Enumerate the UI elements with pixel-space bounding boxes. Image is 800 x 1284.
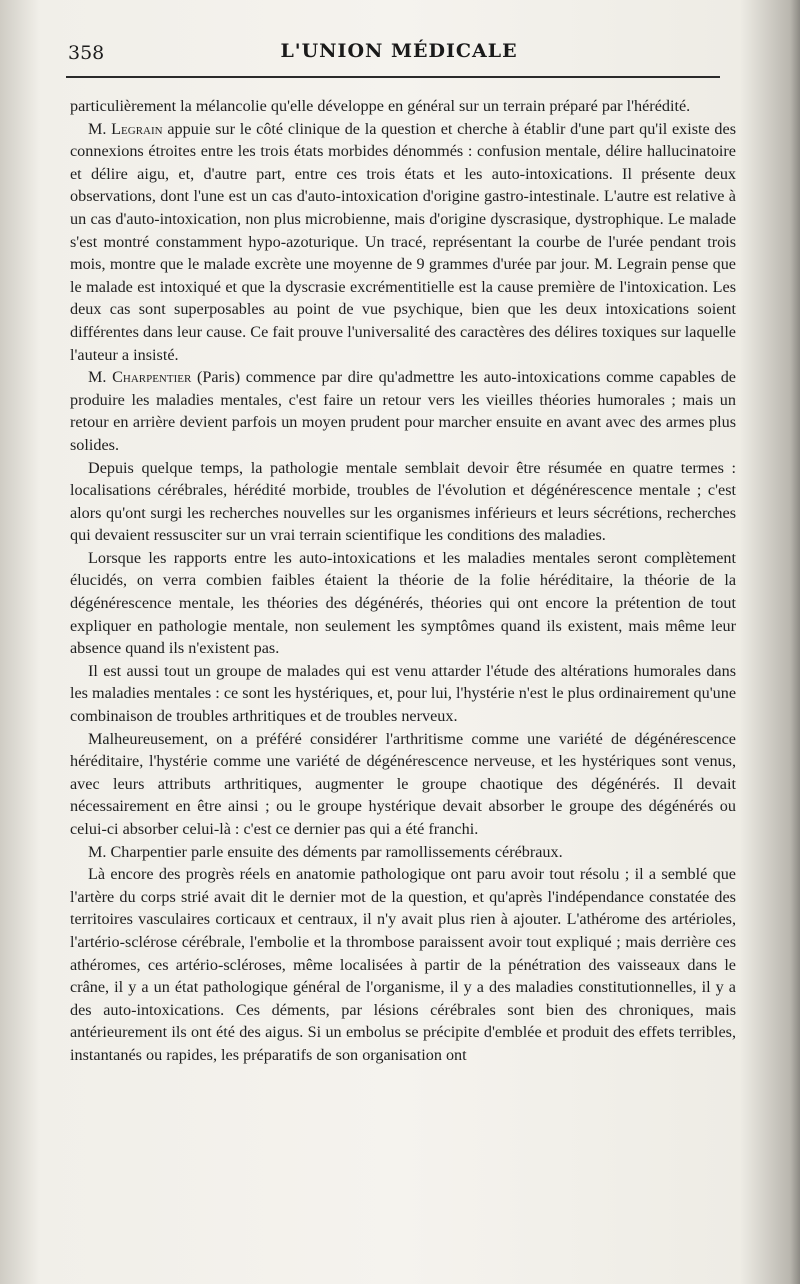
body-text (70, 95, 736, 1067)
paragraph-text: Malheureusement, on a préféré considérer l'arthritisme comme une variété de dégénérescence héréditaire, l'hystérie comme une variété de dégénérescence nerveuse, et les hystériques sont venus, avec leurs attributs arthritiques, augmenter le groupe chaotique des dégénérés. Il devait nécessairement en être ainsi ; ou le groupe hystérique devait absorber le groupe des dégénérés ou celui-ci absorber celui-là : c'est ce dernier pas qui a été franchi. (70, 729, 736, 838)
paragraph (70, 660, 736, 728)
paragraph: M. Charpentier (Paris) commence par dire qu'admettre les auto-intoxications comme capables de produire les maladies mentales, c'est faire un retour vers les vieilles théories humorales ; mais un retour en arrière devient parfois un moyen prudent pour marcher ensuite en avant avec des armes plus solides. (70, 368, 736, 454)
paragraph: M. Legrain appuie sur le côté clinique de la question et cherche à établir d'une part qu'il existe des connexions étroites entre les trois états morbides dénommés : confusion mentale, délire hallucinatoire et délire aigu, et, d'autre part, entre ces trois états et les auto-intoxications. Il présente deux observations, dont l'une est un cas d'auto-intoxication d'origine gastro-intestinale. L'autre est relative à un cas d'auto-intoxication, non plus microbienne, mais d'origine dyscrasique, dystrophique. Le malade s'est montré constamment hypo-azoturique. Un tracé, représentant la courbe de l'urée pendant trois mois, montre que le malade excrète une moyenne de 9 grammes d'urée par jour. M. Legrain pense que le malade est intoxiqué et que la dyscrasie excrémentitielle est la cause première de l'intoxication. Les deux cas sont superposables au point de vue psychique, bien que les deux intoxications soient différentes dans leur cause. Ce fait prouve l'universalité des caractères des délires toxiques sur laquelle l'auteur a insisté. (70, 119, 737, 364)
paragraph (70, 95, 736, 118)
header-rule (66, 76, 720, 78)
paragraph (70, 547, 736, 660)
paragraph-text: (Paris) commence par dire qu'admettre les auto-intoxications comme capables de produire les maladies mentales, c'est faire un retour vers les vieilles théories humorales ; mais un retour en arrière devient parfois un moyen prudent pour marcher ensuite en avant avec des armes plus solides. (70, 368, 736, 454)
paragraph (70, 457, 736, 547)
speaker-name: Legrain (111, 119, 163, 138)
paragraph-text: Depuis quelque temps, la pathologie mentale semblait devoir être résumée en quatre termes : localisations cérébrales, hérédité morbide, troubles de l'évolution et dégénérescence mentale ; c'est alors qu'ont surgi les recherches nouvelles sur les organismes inférieurs et leurs sécrétions, recherches qui devaient ressusciter sur un vrai terrain scientifique les conditions des maladies. (70, 458, 736, 545)
paragraph-text: appuie sur le côté clinique de la question et cherche à établir d'une part qu'il existe des connexions étroites entre les trois états morbides dénommés : confusion mentale, délire hallucinatoire et délire aigu, et, d'autre part, entre ces trois états et les auto-intoxications. Il présente deux observations, dont l'une est un cas d'auto-intoxication d'origine gastro-intestinale. L'autre est relative à un cas d'auto-intoxication, non plus microbienne, mais d'origine dyscrasique, dystrophique. Le malade s'est montré constamment hypo-azoturique. Un tracé, représentant la courbe de l'urée pendant trois mois, montre que le malade excrète une moyenne de 9 grammes d'urée par jour. M. Legrain pense que le malade est intoxiqué et que la dyscrasie excrémentitielle est la cause première de l'intoxication. Les deux cas sont superposables au point de vue psychique, bien que les deux intoxications soient différentes dans leur cause. Ce fait prouve l'universalité des caractères des délires toxiques sur laquelle l'auteur a insisté. (70, 119, 737, 364)
paragraph-text: Il est aussi tout un groupe de malades qui est venu attarder l'étude des altérations humorales dans les maladies mentales : ce sont les hystériques, et, pour lui, l'hystérie n'est le plus ordinairement qu'une combinaison de troubles arthritiques et de troubles nerveux. (70, 661, 736, 726)
page-number: 358 (68, 42, 105, 64)
speaker-name: Charpentier (112, 368, 192, 387)
paragraph-text: M. Charpentier parle ensuite des déments par ramollissements cérébraux. (88, 842, 563, 861)
paragraph-text: particulièrement la mélancolie qu'elle développe en général sur un terrain préparé par l'hérédité. (70, 97, 691, 115)
paragraph (70, 841, 736, 864)
paragraph (70, 728, 736, 841)
paragraph (70, 863, 736, 1066)
paragraph-text: Là encore des progrès réels en anatomie pathologique ont paru avoir tout résolu ; il a semblé que l'artère du corps strié avait dit le dernier mot de la question, et qu'après l'indépendance constatée des territoires vasculaires corticaux et centraux, il n'y avait plus rien à ajouter. L'athérome des artérioles, l'artério-sclérose cérébrale, l'embolie et la thrombose paraissent avoir tout expliqué ; mais derrière ces athéromes, ces artério-scléroses, même localisées à partir de la pénétration des vaisseaux dans le crâne, il y a un état pathologique général de l'organisme, il y a des maladies constitutionnelles, il y a des auto-intoxications. Ces déments, par lésions cérébrales sont bien des chroniques, mais antérieurement ils ont été des aigus. Si un embolus se précipite d'emblée et produit des effets terribles, instantanés ou rapides, les préparatifs de son organisation ont (70, 865, 736, 1064)
running-head (68, 38, 730, 68)
journal-title: L'UNION MÉDICALE (280, 40, 518, 62)
paragraph-text: Lorsque les rapports entre les auto-intoxications et les maladies mentales seront complètement élucidés, on verra combien faibles étaient la théorie de la folie héréditaire, la théorie de la dégénérescence mentale, les théories des dégénérés, théories qui ont encore la prétention de tout expliquer en pathologie mentale, non seulement les symptômes quand ils existent, mais même leur absence quand ils n'existent pas. (70, 548, 736, 658)
